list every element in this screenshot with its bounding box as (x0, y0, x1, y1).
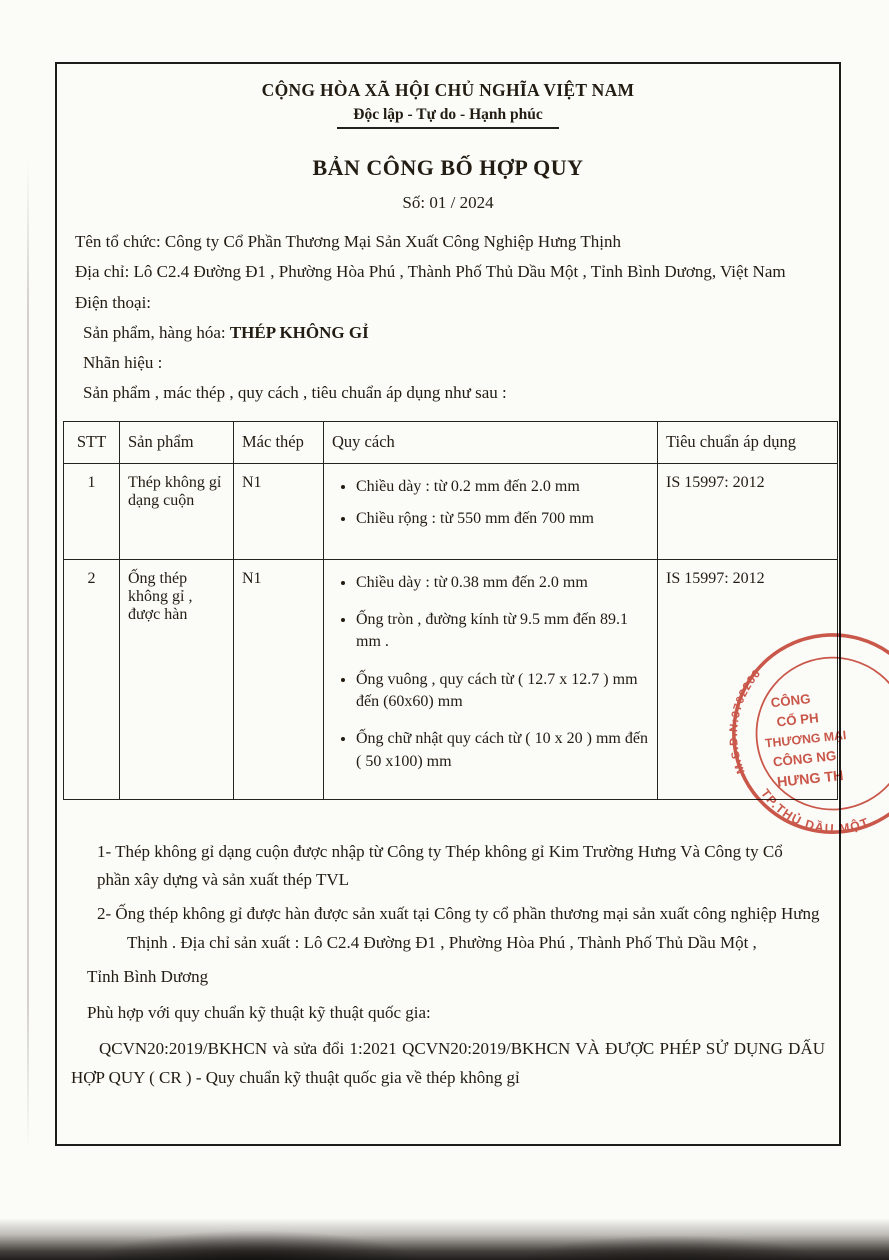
scan-artifact-left-line (27, 160, 29, 1150)
address-line: Địa chỉ: Lô C2.4 Đường Đ1 , Phường Hòa Phú , Thành Phố Thủ Dầu Một , Tỉnh Bình Dương, Việt Nam (75, 262, 786, 282)
cell-quy-cach (324, 463, 658, 559)
cell-tieu-chuan: IS 15997: 2012 (658, 559, 838, 799)
scan-artifact-blob (90, 1230, 420, 1260)
stamp-line-4: CÔNG NG (772, 747, 837, 770)
col-header-stt: STT (64, 421, 120, 463)
product-label: Sản phẩm, hàng hóa: (83, 322, 226, 342)
stamp-msdn-arc-text: M.S.D.N:3702266 (728, 667, 764, 776)
document-title: BẢN CÔNG BỐ HỢP QUY (312, 155, 584, 180)
product-line (83, 318, 821, 348)
province-line: Tỉnh Bình Dương (87, 967, 209, 987)
spec-bullet-list (332, 572, 649, 774)
brand-line: Nhãn hiệu : (83, 353, 163, 372)
national-motto: Độc lập - Tự do - Hạnh phúc (337, 106, 558, 129)
org-name-line: Tên tổ chức: Công ty Cổ Phần Thương Mại Sản Xuất Công Nghiệp Hưng Thịnh (75, 232, 621, 251)
spec-bullet-item: • Ống chữ nhật quy cách từ ( 10 x 20 ) mm đến ( 50 x100) mm (356, 728, 649, 773)
spec-bullet-item: • Chiều dày : từ 0.2 mm đến 2.0 mm (356, 476, 649, 498)
product-name: THÉP KHÔNG GỈ (229, 322, 369, 342)
conformity-intro-line: Phù hợp với quy chuẩn kỹ thuật kỹ thuật quốc gia: (87, 1002, 431, 1022)
stamp-line-5: HƯNG TH (776, 768, 845, 791)
stamp-line-1: CÔNG (769, 691, 812, 711)
col-header-san-pham: Sản phẩm (120, 421, 234, 463)
spec-bullet-item: • Ống tròn , đường kính từ 9.5 mm đến 89.1 mm . (356, 609, 649, 654)
col-header-mac-thep: Mác thép (234, 421, 324, 463)
spec-bullet-item: • Chiều dày : từ 0.38 mm đến 2.0 mm (356, 572, 649, 594)
spec-bullet-item: • Ống vuông , quy cách từ ( 12.7 x 12.7 ) mm đến (60x60) mm (356, 669, 649, 714)
document-number: Số: 01 / 2024 (402, 193, 494, 212)
national-title: CỘNG HÒA XÃ HỘI CHỦ NGHĨA VIỆT NAM (261, 80, 635, 100)
cell-stt: 2 (64, 559, 120, 799)
stamp-city-arc-text: TP.THỦ DẦU MỘT (757, 786, 872, 836)
cell-san-pham: Ống thép không gỉ , được hàn (120, 559, 234, 799)
table-row (64, 559, 838, 799)
table-intro-line: Sản phẩm , mác thép , quy cách , tiêu chuẩn áp dụng như sau : (83, 383, 507, 403)
note-source-2: 2- Ống thép không gỉ được hàn được sản xuất tại Công ty cổ phần thương mại sản xuất công nghiệp Hưng Thịnh . Địa chỉ sản xuất : Lô C2.4 Đường Đ1 , Phường Hòa Phú , Thành Phố Thủ Dầu Một , (97, 904, 820, 953)
col-header-quy-cach: Quy cách (324, 421, 658, 463)
table-row (64, 463, 838, 559)
notes-section (71, 838, 827, 1093)
note-source-1: 1- Thép không gỉ dạng cuộn được nhập từ Công ty Thép không gỉ Kim Trường Hưng Và Công ty Cổ phần xây dựng và sản xuất thép TVL (97, 841, 783, 890)
col-header-tieu-chuan: Tiêu chuẩn áp dụng (658, 421, 838, 463)
cell-quy-cach (324, 559, 658, 799)
document-border-frame (55, 62, 841, 1146)
spec-bullet-item: • Chiều rộng : từ 550 mm đến 700 mm (356, 508, 649, 530)
phone-line: Điện thoại: (75, 292, 152, 312)
scan-artifact-blob (520, 1236, 820, 1260)
product-spec-table (63, 421, 838, 800)
cell-mac-thep: N1 (234, 463, 324, 559)
organization-info (75, 227, 821, 409)
spec-bullet-list (332, 476, 649, 531)
cell-tieu-chuan: IS 15997: 2012 (658, 463, 838, 559)
table-header-row (64, 421, 838, 463)
cell-san-pham: Thép không gỉ dạng cuộn (120, 463, 234, 559)
stamp-line-3: THƯƠNG MẠI (764, 728, 847, 751)
cell-mac-thep: N1 (234, 559, 324, 799)
stamp-line-2: CỔ PH (775, 710, 820, 730)
motto-row (63, 106, 833, 129)
cell-stt: 1 (64, 463, 120, 559)
conformity-detail-line: QCVN20:2019/BKHCN và sửa đổi 1:2021 QCVN20:2019/BKHCN VÀ ĐƯỢC PHÉP SỬ DỤNG DẤU HỢP QUY ( CR ) - Quy chuẩn kỹ thuật quốc gia về thép không gỉ (71, 1038, 825, 1087)
